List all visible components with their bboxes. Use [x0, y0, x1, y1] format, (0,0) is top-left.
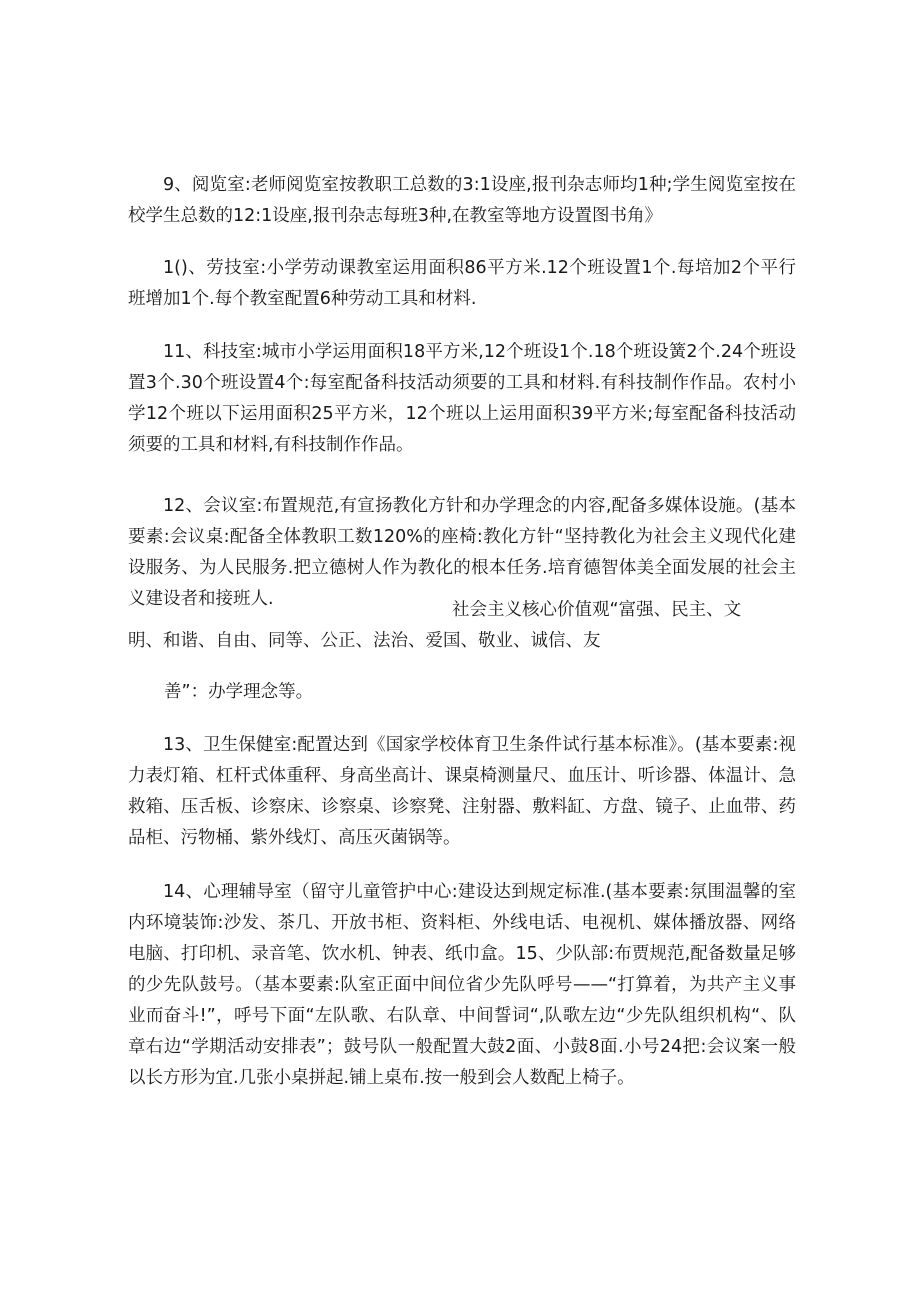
paragraph-health-room: 13、卫生保健室:配置达到《国家学校体育卫生条件试行基本标准》。(基本要素:视力表灯箱、杠杆式体重秤、身高坐高计、课桌椅测量尺、血压计、听诊器、体温计、急救箱、压舌板、诊察床、诊察桌、诊察凳、注射器、敷料缸、方盘、镜子、止血带、药品柜、污物桶、紫外线灯、高压灭菌锅等。: [128, 735, 796, 848]
paragraph-meeting-room-end: 善”：办学理念等。: [164, 682, 314, 702]
paragraph-reading-room: 9、阅览室:老师阅览室按教职工总数的3:1设座,报刊杂志师均1种;学生阅览室按在校学生总数的12:1设座,报刊杂志每班3种,在教室等地方设置图书角》: [128, 175, 796, 226]
paragraph-meeting-room-values: 社会主义核心价值观“富强、民主、文: [452, 600, 742, 620]
paragraph-counseling-room: 14、心理辅导室（留守儿童管护中心:建设达到规定标准.(基本要素:氛围温馨的室内环境装饰:沙发、茶几、开放书柜、资料柜、外线电话、电视机、媒体播放器、网络电脑、打印机、录音笔、饮水机、钟表、纸巾盒。15、少队部:布贾规范,配备数量足够的少先队鼓号。（基本要素:队室正面中间位省少先队呼号——“打算着，为共产主义事业而奋斗!”，呼号下面“左队歌、右队章、中间誓词“,队歌左边“少先队组织机构“、队章右边“学期活动安排表”；鼓号队一般配置大鼓2面、小鼓8面.小号24把:会议案一般以长方形为宜.几张小桌拼起.铺上桌布.按一般到会人数配上椅子。: [128, 882, 796, 1088]
paragraph-meeting-room: 12、会议室:布置规范,有宣扬教化方针和办学理念的内容,配备多媒体设施。(基本要素:会议桌:配备全体教职工数120%的座椅:教化方针“坚持教化为社会主义现代化建设服务、为人民服务.把立德树人作为教化的根本任务.培育德智体美全面发展的社会主义建设者和接班人.: [128, 496, 796, 609]
paragraph-labor-room: 1()、劳技室:小学劳动课教室运用面积86平方米.12个班设置1个.每培加2个平行班增加1个.每个教室配置6种劳动工具和材料.: [128, 258, 796, 309]
paragraph-meeting-room-values-cont: 明、和谐、自由、同等、公正、法治、爱国、敬业、诚信、友: [128, 631, 601, 651]
paragraph-science-room: 11、科技室:城市小学运用面积18平方米,12个班设1个.18个班设簧2个.24个班设置3个.30个班设置4个:每室配备科技活动须要的工具和材料.有科技制作作品。农村小学12个班以下运用面积25平方米，12个班以上运用面积39平方米;每室配备科技活动须要的工具和材料,有科技制作作品。: [128, 342, 796, 455]
